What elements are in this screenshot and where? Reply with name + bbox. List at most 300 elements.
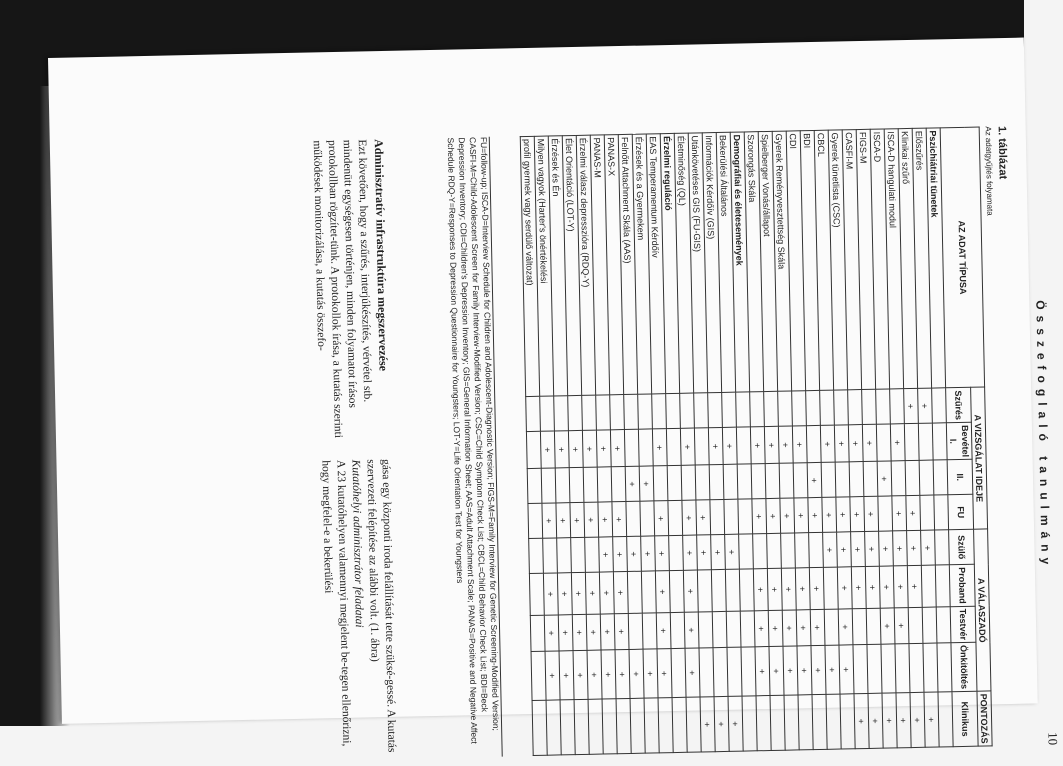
- row-label: EAS Temperamentum Kérdőív: [646, 134, 665, 394]
- row-mark: [932, 423, 947, 460]
- row-mark: [750, 392, 765, 427]
- row-mark: [642, 613, 657, 650]
- row-label: Spielberger Vonás/állapot: [758, 131, 777, 391]
- row-mark: [933, 460, 948, 495]
- row-mark: [528, 504, 543, 539]
- row-mark: [798, 695, 813, 750]
- table-caption: 1. táblázat: [995, 125, 1009, 180]
- row-mark: [723, 464, 738, 499]
- row-mark: [904, 424, 919, 461]
- row-mark: [713, 648, 728, 697]
- col-subheader: II.: [947, 460, 973, 496]
- row-mark: [878, 496, 893, 531]
- row-mark: +: [570, 503, 585, 538]
- col-header-type: AZ ADAT TÍPUSA: [940, 127, 984, 388]
- row-mark: +: [596, 430, 611, 467]
- row-mark: +: [682, 500, 697, 535]
- row-mark: +: [837, 532, 852, 567]
- row-label: FIGS-M: [856, 129, 875, 389]
- row-mark: +: [556, 503, 571, 538]
- row-mark: +: [543, 573, 558, 615]
- row-mark: +: [573, 650, 588, 699]
- col-subheader: Testvér: [950, 606, 976, 643]
- row-mark: +: [906, 496, 921, 531]
- row-mark: +: [657, 649, 672, 698]
- row-mark: +: [697, 535, 712, 570]
- row-mark: [809, 533, 824, 568]
- row-mark: +: [601, 650, 616, 699]
- row-mark: +: [795, 568, 810, 610]
- row-mark: [529, 574, 544, 616]
- row-mark: +: [610, 430, 625, 467]
- row-mark: [699, 648, 714, 697]
- row-label: Klinikai szűrő: [898, 128, 917, 388]
- row-mark: +: [877, 461, 892, 496]
- row-mark: +: [780, 498, 795, 533]
- row-mark: +: [754, 610, 769, 647]
- row-mark: [756, 696, 771, 751]
- data-collection-table: [520, 127, 993, 756]
- row-mark: [667, 466, 682, 501]
- row-mark: [616, 699, 631, 754]
- row-mark: [557, 538, 572, 573]
- row-mark: [582, 395, 597, 430]
- row-mark: [909, 643, 924, 692]
- row-mark: +: [893, 531, 908, 566]
- row-mark: +: [752, 499, 767, 534]
- row-mark: +: [907, 531, 922, 566]
- row-mark: +: [728, 696, 743, 751]
- row-mark: +: [586, 614, 601, 651]
- row-mark: [835, 462, 850, 497]
- row-label: CASFI-M: [842, 130, 861, 390]
- row-mark: [709, 465, 724, 500]
- row-mark: [938, 692, 953, 747]
- row-mark: [751, 464, 766, 499]
- row-mark: [834, 390, 849, 425]
- row-mark: [934, 495, 949, 530]
- row-mark: [712, 611, 727, 648]
- row-mark: [555, 468, 570, 503]
- row-mark: [666, 394, 681, 429]
- row-mark: +: [708, 428, 723, 465]
- row-mark: [529, 539, 544, 574]
- row-mark: +: [766, 499, 781, 534]
- row-mark: [724, 499, 739, 534]
- row-mark: [753, 534, 768, 569]
- row-mark: [876, 389, 891, 424]
- row-label: Életminőség (QL): [674, 133, 693, 393]
- row-mark: [765, 464, 780, 499]
- row-mark: +: [600, 614, 615, 651]
- row-mark: +: [822, 497, 837, 532]
- row-mark: +: [599, 537, 614, 572]
- row-mark: +: [613, 537, 628, 572]
- row-mark: [739, 569, 754, 611]
- row-mark: [781, 533, 796, 568]
- row-mark: +: [684, 612, 699, 649]
- row-mark: +: [865, 531, 880, 566]
- col-subheader: Bevétel I.: [946, 422, 972, 460]
- row-mark: [697, 570, 712, 612]
- row-mark: [624, 394, 639, 429]
- row-mark: +: [910, 692, 925, 747]
- row-mark: [672, 697, 687, 752]
- row-mark: [764, 392, 779, 427]
- col-header-scoring: PONTOZÁS: [977, 691, 992, 746]
- row-mark: [698, 611, 713, 648]
- row-mark: [935, 530, 950, 565]
- row-mark: [710, 500, 725, 535]
- row-mark: [628, 613, 643, 650]
- row-label: ISCA-D hangulati modul: [884, 129, 903, 389]
- row-mark: [876, 424, 891, 461]
- row-mark: [708, 393, 723, 428]
- row-mark: +: [882, 693, 897, 748]
- row-mark: +: [587, 650, 602, 699]
- row-mark: [840, 694, 855, 749]
- col-header-respondent: A VÁLASZADÓ: [974, 529, 991, 691]
- row-mark: [610, 395, 625, 430]
- row-mark: +: [907, 566, 922, 608]
- row-mark: +: [836, 497, 851, 532]
- row-mark: +: [868, 693, 883, 748]
- row-mark: +: [781, 568, 796, 610]
- row-mark: [588, 699, 603, 754]
- row-mark: [526, 432, 541, 469]
- row-mark: [806, 426, 821, 463]
- row-mark: +: [924, 692, 939, 747]
- row-mark: [531, 651, 546, 700]
- row-mark: +: [879, 531, 894, 566]
- row-mark: +: [557, 573, 572, 615]
- paragraph-admin: Ezt követően, hogy a szűrés, interjúkészítés, vérvétel stb. mindenütt egységesen történjen, minden folyamatot írásos protokollban rögzítet-tünk. A protokollok írása, a kutatás szerinti működések monitorizálása, a kutatás összefo-: [310, 139, 374, 439]
- row-mark: [722, 392, 737, 427]
- row-mark: [737, 464, 752, 499]
- rotated-page-content: [110, 125, 1063, 765]
- row-mark: +: [725, 534, 740, 569]
- row-label: profil gyermek vagy serdülő változat): [520, 136, 539, 396]
- row-mark: +: [598, 502, 613, 537]
- page-header-title: Összefoglaló tanulmány: [1033, 300, 1053, 571]
- row-mark: [736, 392, 751, 427]
- row-mark: +: [652, 429, 667, 466]
- row-mark: +: [656, 612, 671, 649]
- row-mark: [905, 461, 920, 496]
- row-mark: [532, 700, 547, 755]
- row-mark: [585, 537, 600, 572]
- row-mark: +: [807, 463, 822, 498]
- row-mark: +: [643, 649, 658, 698]
- row-mark: +: [879, 566, 894, 608]
- row-mark: +: [615, 650, 630, 699]
- row-mark: +: [808, 498, 823, 533]
- row-mark: [824, 609, 839, 646]
- row-mark: +: [848, 425, 863, 462]
- row-mark: +: [769, 646, 784, 695]
- row-mark: [546, 700, 561, 755]
- row-mark: +: [918, 388, 933, 423]
- col-header-time: A VIZSGÁLAT IDEJE: [971, 387, 988, 529]
- row-mark: [624, 429, 639, 466]
- row-mark: +: [783, 646, 798, 695]
- row-mark: +: [540, 431, 555, 468]
- row-mark: [740, 611, 755, 648]
- row-mark: +: [722, 427, 737, 464]
- row-label: Felnőtt Attachment Skála (AAS): [618, 134, 637, 394]
- row-mark: +: [554, 431, 569, 468]
- row-mark: [920, 495, 935, 530]
- row-mark: +: [542, 503, 557, 538]
- row-mark: +: [655, 571, 670, 613]
- row-mark: +: [837, 567, 852, 609]
- row-mark: [666, 429, 681, 466]
- row-mark: [848, 390, 863, 425]
- row-mark: [826, 694, 841, 749]
- row-label: Bekerülési Általános: [716, 132, 735, 392]
- row-mark: [866, 608, 881, 645]
- row-mark: +: [545, 651, 560, 700]
- row-mark: [669, 571, 684, 613]
- row-mark: +: [823, 532, 838, 567]
- row-mark: [569, 468, 584, 503]
- row-mark: [574, 699, 589, 754]
- row-label: Gyerek tünetlista (CSC): [828, 130, 847, 390]
- row-mark: [862, 389, 877, 424]
- row-mark: [640, 501, 655, 536]
- row-mark: +: [584, 502, 599, 537]
- row-label: Érzelmi válasz depresszióra (RDQ-Y): [576, 135, 595, 395]
- col-subheader: Önkitöltés: [951, 642, 977, 692]
- row-mark: [895, 644, 910, 693]
- row-mark: [767, 534, 782, 569]
- row-mark: [680, 393, 695, 428]
- row-mark: [658, 698, 673, 753]
- row-mark: +: [896, 693, 911, 748]
- row-mark: +: [582, 430, 597, 467]
- table-footnote: FU=follow-up; ISCA-D=Interview Schedule for Children and Adolescent-Diagnostic Version; FIGS-M=Family Interview for Genetic Screening-Modified Version; CASFI-M=Child-Adolescent Screen for Family Interview-Modified Version; CSC=Child Symptom Check List; CBCL=Child Behavior Check List; BDI=Beck Depression Inventory; CDI=Children's Depression Inventory; GIS=General Information Sheet; AAS=Adult Attachment Scale; PANAS=Positive and Negative Affect Schedule RDQ-Y=Responses to Depression Questionnaire for Youngsters; LOT-Y=Life Orientation Test for Youngsters: [445, 137, 503, 758]
- body-column-right: [317, 459, 398, 761]
- row-mark: [919, 460, 934, 495]
- row-mark: [560, 700, 575, 755]
- body-text: [310, 138, 399, 759]
- row-mark: +: [768, 610, 783, 647]
- row-mark: +: [904, 389, 919, 424]
- row-mark: [923, 643, 938, 692]
- row-mark: +: [599, 572, 614, 614]
- row-mark: +: [680, 428, 695, 465]
- row-label: Milyen vagyok (Harter's önértékelési: [534, 136, 553, 396]
- col-subheader: Szűrés: [946, 387, 972, 423]
- row-mark: +: [838, 609, 853, 646]
- col-subheader: Klinikus: [952, 691, 978, 746]
- row-mark: +: [865, 566, 880, 608]
- row-mark: [694, 428, 709, 465]
- col-subheader: Szülő: [949, 529, 975, 565]
- row-mark: +: [864, 496, 879, 531]
- row-mark: +: [894, 607, 909, 644]
- row-label: PANAS-M: [590, 135, 609, 395]
- row-mark: [852, 608, 867, 645]
- row-mark: [686, 697, 701, 752]
- row-label: Élet Orientáció (LOT-Y): [562, 135, 581, 395]
- row-mark: +: [559, 651, 574, 700]
- row-mark: +: [854, 694, 869, 749]
- row-mark: [670, 612, 685, 649]
- row-mark: [936, 607, 951, 644]
- row-mark: +: [862, 424, 877, 461]
- row-mark: [812, 695, 827, 750]
- row-mark: [694, 393, 709, 428]
- row-mark: +: [782, 610, 797, 647]
- row-mark: +: [767, 569, 782, 611]
- row-mark: +: [753, 569, 768, 611]
- row-mark: [867, 644, 882, 693]
- row-mark: [711, 570, 726, 612]
- row-label: Információk Kérdőív (GIS): [702, 133, 721, 393]
- row-mark: [727, 647, 742, 696]
- row-mark: +: [778, 426, 793, 463]
- row-label: Érzések és Én: [548, 136, 567, 396]
- row-mark: [630, 698, 645, 753]
- row-mark: [583, 467, 598, 502]
- row-label: Utánkövetéses GIS (FU-GIS): [688, 133, 707, 393]
- row-mark: [641, 571, 656, 613]
- row-mark: [526, 397, 541, 432]
- page-header: [1030, 125, 1063, 745]
- row-mark: [543, 538, 558, 573]
- row-mark: [602, 699, 617, 754]
- row-mark: [823, 567, 838, 609]
- row-label: CBCL: [814, 130, 833, 390]
- row-mark: [626, 501, 641, 536]
- row-label: Gyerek Reményvesztettség Skála: [772, 131, 791, 391]
- row-mark: [669, 536, 684, 571]
- row-mark: [627, 571, 642, 613]
- row-mark: +: [641, 536, 656, 571]
- row-mark: +: [810, 609, 825, 646]
- row-label: Szorongás Skála: [744, 132, 763, 392]
- row-label: PANAS-X: [604, 135, 623, 395]
- row-mark: [921, 565, 936, 607]
- row-mark: [736, 427, 751, 464]
- row-mark: [821, 462, 836, 497]
- row-mark: +: [811, 645, 826, 694]
- row-mark: [671, 648, 686, 697]
- row-mark: +: [893, 566, 908, 608]
- row-label: Pszichiátriai tünetek: [926, 128, 945, 388]
- row-mark: [668, 501, 683, 536]
- row-mark: +: [639, 466, 654, 501]
- row-mark: +: [613, 572, 628, 614]
- row-mark: +: [544, 615, 559, 652]
- row-mark: [742, 696, 757, 751]
- row-mark: +: [796, 609, 811, 646]
- row-mark: [596, 395, 611, 430]
- row-mark: [890, 389, 905, 424]
- row-mark: +: [839, 645, 854, 694]
- row-mark: [891, 461, 906, 496]
- row-mark: +: [614, 613, 629, 650]
- row-mark: [638, 394, 653, 429]
- row-mark: +: [750, 427, 765, 464]
- row-mark: [853, 645, 868, 694]
- row-label: BDI: [800, 130, 819, 390]
- row-mark: [784, 695, 799, 750]
- row-mark: [932, 388, 947, 423]
- section-heading-admin: Adminisztratív infrastruktúra megszervezése: [371, 138, 391, 372]
- row-mark: +: [683, 570, 698, 612]
- row-mark: [527, 469, 542, 504]
- row-mark: [778, 391, 793, 426]
- row-label: Érzések és a Gyermekem: [632, 134, 651, 394]
- row-mark: [922, 607, 937, 644]
- row-mark: +: [572, 614, 587, 651]
- row-mark: +: [711, 535, 726, 570]
- row-mark: +: [792, 426, 807, 463]
- row-mark: [638, 429, 653, 466]
- row-mark: +: [629, 649, 644, 698]
- row-mark: +: [558, 614, 573, 651]
- row-mark: [881, 644, 896, 693]
- row-mark: [652, 394, 667, 429]
- row-mark: +: [571, 573, 586, 615]
- row-mark: +: [820, 425, 835, 462]
- row-mark: [554, 396, 569, 431]
- row-mark: [935, 565, 950, 607]
- row-mark: +: [683, 535, 698, 570]
- row-mark: [770, 695, 785, 750]
- row-mark: [597, 467, 612, 502]
- row-mark: +: [654, 501, 669, 536]
- row-mark: [681, 465, 696, 500]
- row-mark: +: [700, 697, 715, 752]
- row-mark: [541, 468, 556, 503]
- row-mark: +: [685, 648, 700, 697]
- row-label: Érzelmi reguláció: [660, 133, 679, 393]
- row-mark: [725, 569, 740, 611]
- row-mark: [806, 391, 821, 426]
- row-mark: [741, 647, 756, 696]
- row-mark: [849, 462, 864, 497]
- row-mark: +: [850, 497, 865, 532]
- table-subcaption: Az adatgyűjtés folyamata: [983, 126, 995, 216]
- row-mark: +: [851, 567, 866, 609]
- row-mark: +: [696, 500, 711, 535]
- row-mark: [937, 643, 952, 692]
- row-mark: [779, 463, 794, 498]
- col-subheader: FU: [948, 494, 974, 530]
- row-mark: [908, 607, 923, 644]
- row-mark: +: [655, 536, 670, 571]
- page-number: 10: [1045, 731, 1061, 746]
- paragraph-organization: gása egy központi iroda felállítását tette szüksé-gessé. A kutatás szervezeti felépítése az alábbi volt. (1. ábra): [364, 458, 398, 753]
- row-mark: +: [797, 646, 812, 695]
- row-mark: +: [568, 431, 583, 468]
- row-label: Előszűrés: [912, 128, 931, 388]
- row-mark: +: [627, 536, 642, 571]
- row-mark: [571, 538, 586, 573]
- row-mark: +: [880, 608, 895, 645]
- row-mark: [820, 390, 835, 425]
- row-mark: +: [892, 496, 907, 531]
- row-mark: [540, 396, 555, 431]
- paragraph-site-admin: A 23 kutatóhelyen valamennyi megjelent be-tegen ellenőrizni, hogy megfelel-e a bekerülési: [319, 459, 353, 747]
- row-mark: +: [755, 647, 770, 696]
- row-mark: +: [585, 572, 600, 614]
- row-mark: [795, 533, 810, 568]
- section-heading-site-admin: Kutatóhelyi adminisztrátor feladatai: [349, 459, 365, 628]
